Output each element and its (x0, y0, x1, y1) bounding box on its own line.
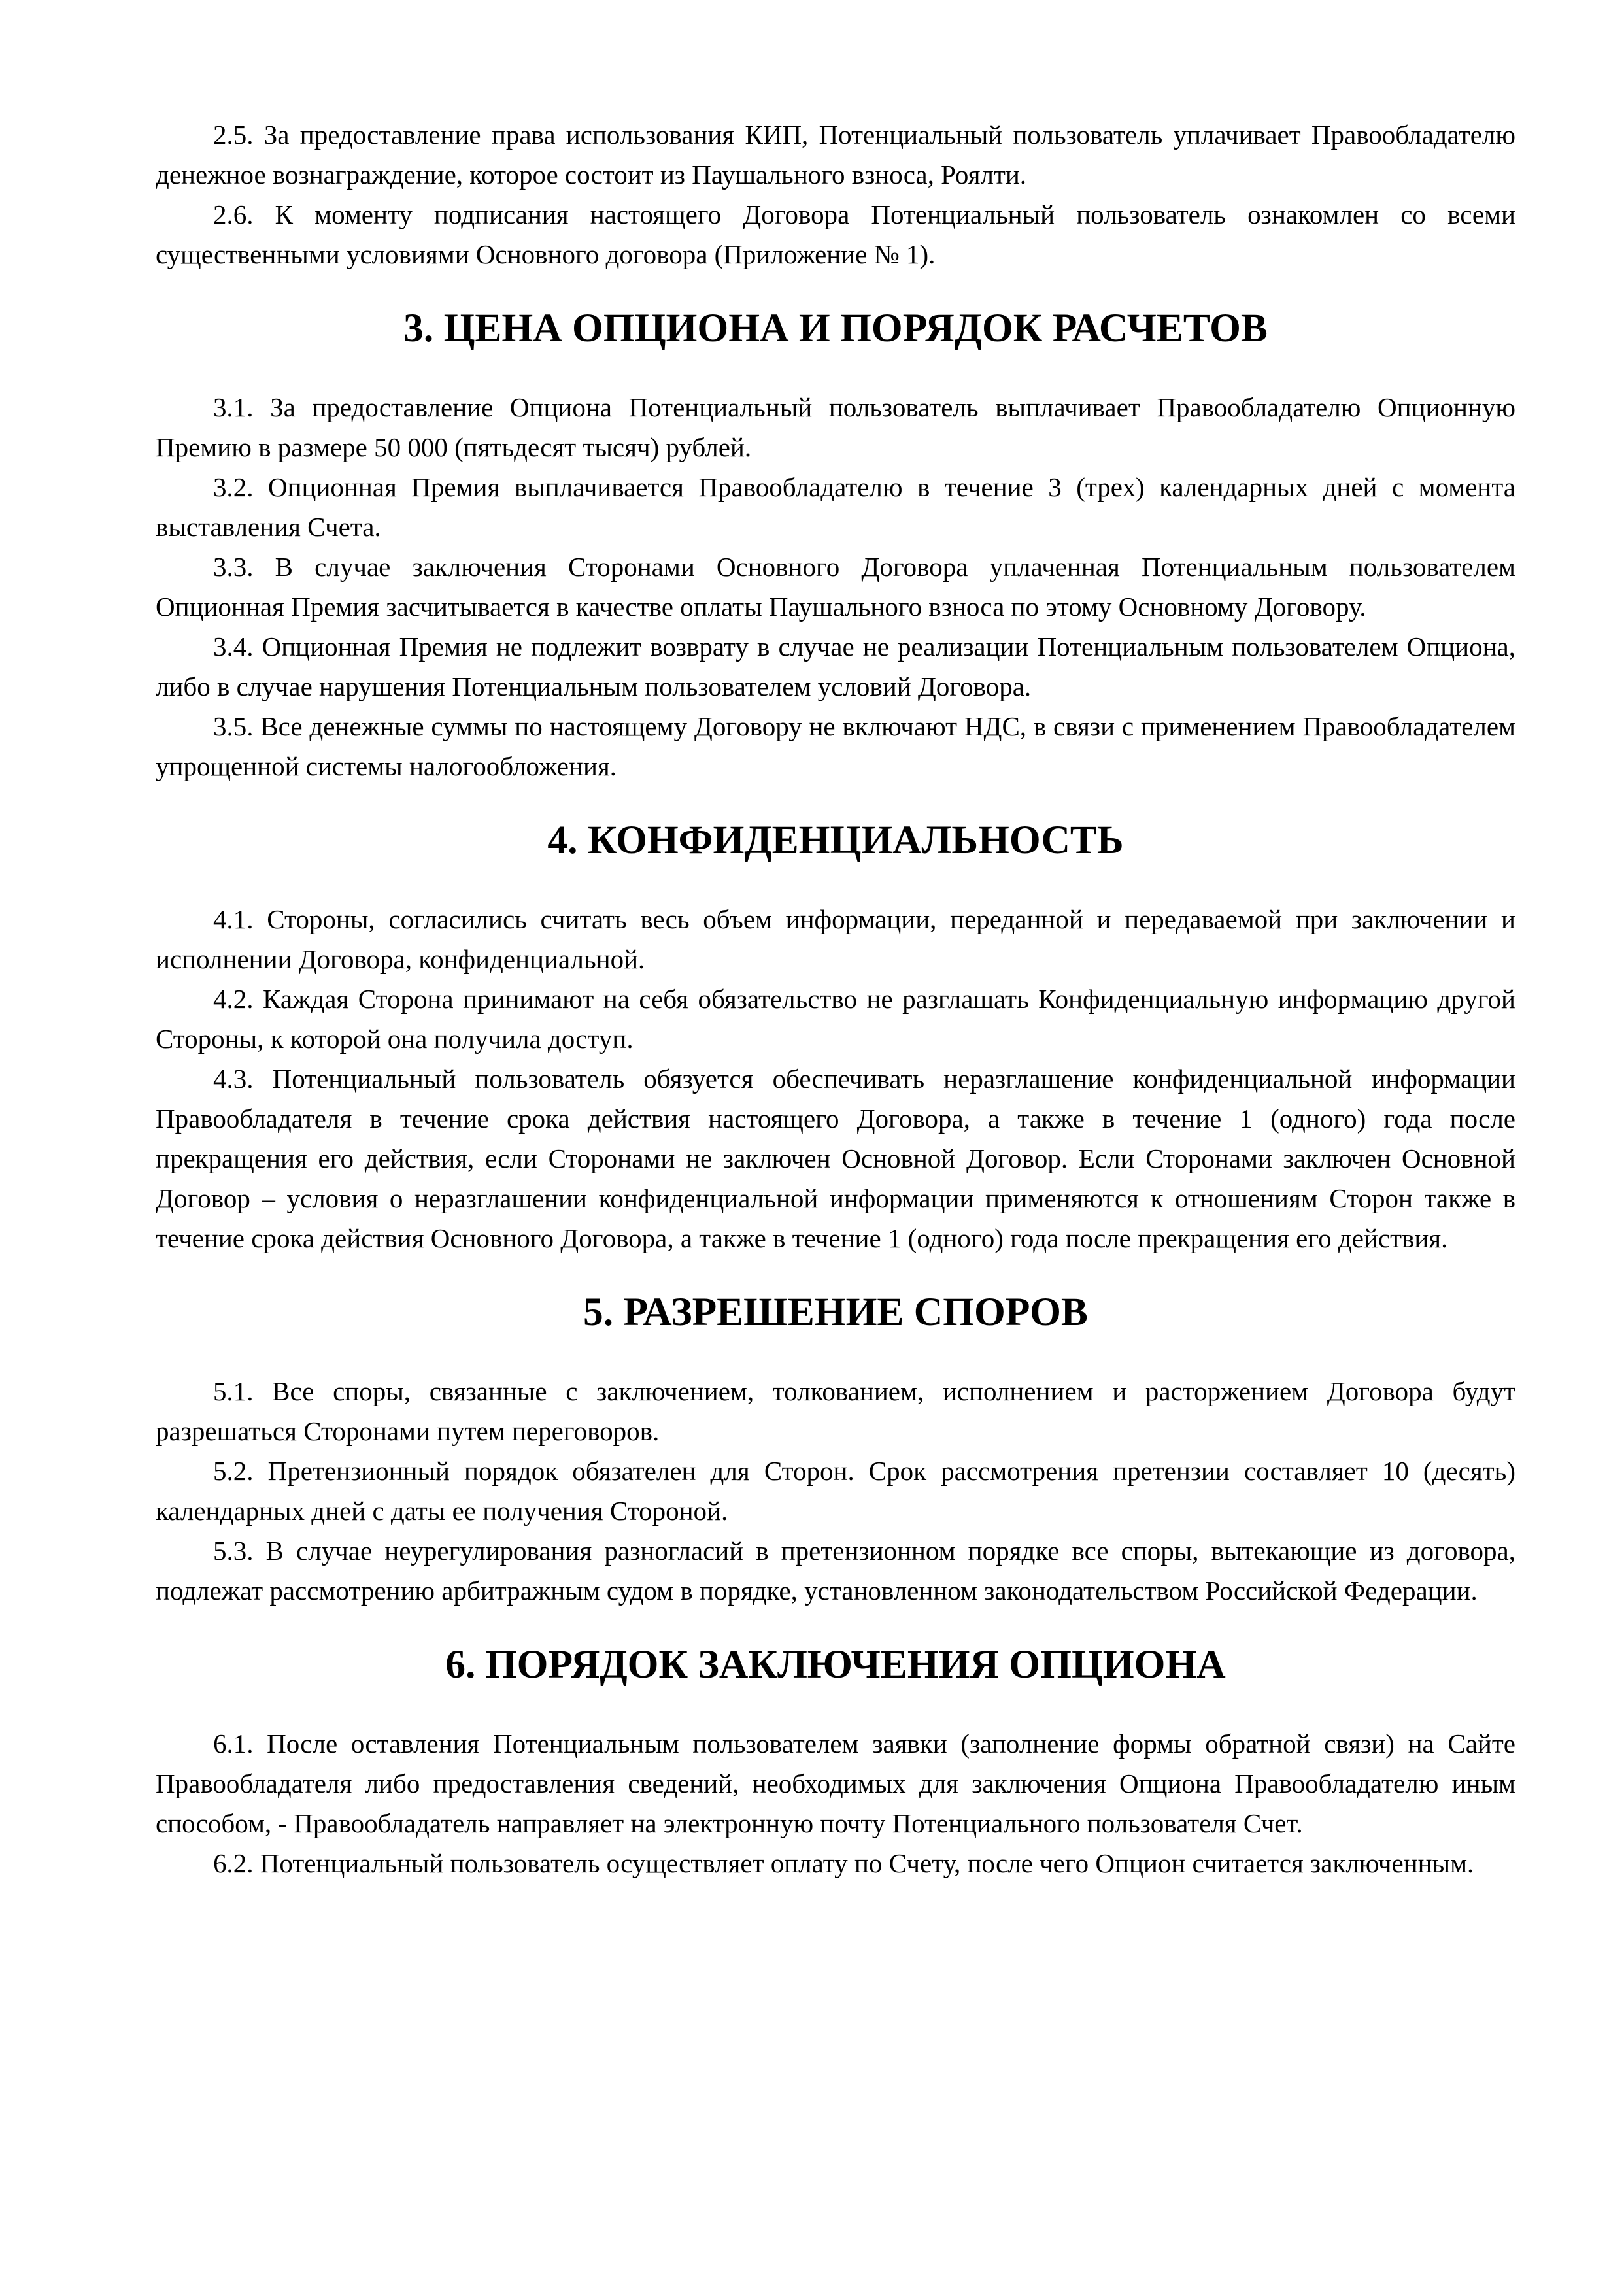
clause-3-2: 3.2. Опционная Премия выплачивается Правообладателю в течение 3 (трех) календарных дней с момента выставления Счета. (156, 472, 1515, 542)
clause-2-6: 2.6. К моменту подписания настоящего Договора Потенциальный пользователь ознакомлен со всеми существенными условиями Основного договора (Приложение № 1). (156, 199, 1515, 269)
section-6-title: 6. ПОРЯДОК ЗАКЛЮЧЕНИЯ ОПЦИОНА (445, 1642, 1226, 1687)
clause-5-2: 5.2. Претензионный порядок обязателен для Сторон. Срок рассмотрения претензии составляет 10 (десять) календарных дней с даты ее получения Стороной. (156, 1456, 1515, 1526)
section-3-title: 3. ЦЕНА ОПЦИОНА И ПОРЯДОК РАСЧЕТОВ (403, 306, 1268, 350)
clause-2-5: 2.5. За предоставление права использования КИП, Потенциальный пользователь уплачивает Правообладателю денежное вознаграждение, которое состоит из Паушального взноса, Роялти. (156, 120, 1515, 190)
section-4-title: 4. КОНФИДЕНЦИАЛЬНОСТЬ (547, 818, 1124, 862)
clause-3-3: 3.3. В случае заключения Сторонами Основного Договора уплаченная Потенциальным пользователем Опционная Премия засчитывается в качестве оплаты Паушального взноса по этому Основному Договору. (156, 552, 1515, 622)
document-page (156, 115, 1515, 1883)
clause-6-2: 6.2. Потенциальный пользователь осуществляет оплату по Счету, после чего Опцион считается заключенным. (213, 1848, 1474, 1878)
clause-3-4: 3.4. Опционная Премия не подлежит возврату в случае не реализации Потенциальным пользователем Опциона, либо в случае нарушения Потенциальным пользователем условий Договора. (156, 632, 1515, 701)
clause-6-1: 6.1. После оставления Потенциальным пользователем заявки (заполнение формы обратной связи) на Сайте Правообладателя либо предоставления сведений, необходимых для заключения Опциона Правообладателю иным способом, - Правообладатель направляет на электронную почту Потенциального пользователя Счет. (156, 1729, 1515, 1838)
clause-4-2: 4.2. Каждая Сторона принимают на себя обязательство не разглашать Конфиденциальную информацию другой Стороны, к которой она получила доступ. (156, 984, 1515, 1054)
clause-5-1: 5.1. Все споры, связанные с заключением, толкованием, исполнением и расторжением Договора будут разрешаться Сторонами путем переговоров. (156, 1376, 1515, 1446)
clause-5-3: 5.3. В случае неурегулирования разногласий в претензионном порядке все споры, вытекающие из договора, подлежат рассмотрению арбитражным судом в порядке, установленном законодательством Российской Федерации. (156, 1536, 1515, 1606)
clause-4-1: 4.1. Стороны, согласились считать весь объем информации, переданной и передаваемой при заключении и исполнении Договора, конфиденциальной. (156, 904, 1515, 974)
section-5-title: 5. РАЗРЕШЕНИЕ СПОРОВ (583, 1290, 1088, 1334)
clause-4-3: 4.3. Потенциальный пользователь обязуется обеспечивать неразглашение конфиденциальной информации Правообладателя в течение срока действия настоящего Договора, а также в течение 1 (одного) года после прекращения его действия, если Сторонами не заключен Основной Договор. Если Сторонами заключен Основной Договор – условия о неразглашении конфиденциальной информации применяются к отношениям Сторон также в течение срока действия Основного Договора, а также в течение 1 (одного) года после прекращения его действия. (156, 1064, 1515, 1253)
clause-3-5: 3.5. Все денежные суммы по настоящему Договору не включают НДС, в связи с применением Правообладателем упрощенной системы налогообложения. (156, 711, 1515, 781)
clause-3-1: 3.1. За предоставление Опциона Потенциальный пользователь выплачивает Правообладателю Опционную Премию в размере 50 000 (пятьдесят тысяч) рублей. (156, 392, 1515, 462)
